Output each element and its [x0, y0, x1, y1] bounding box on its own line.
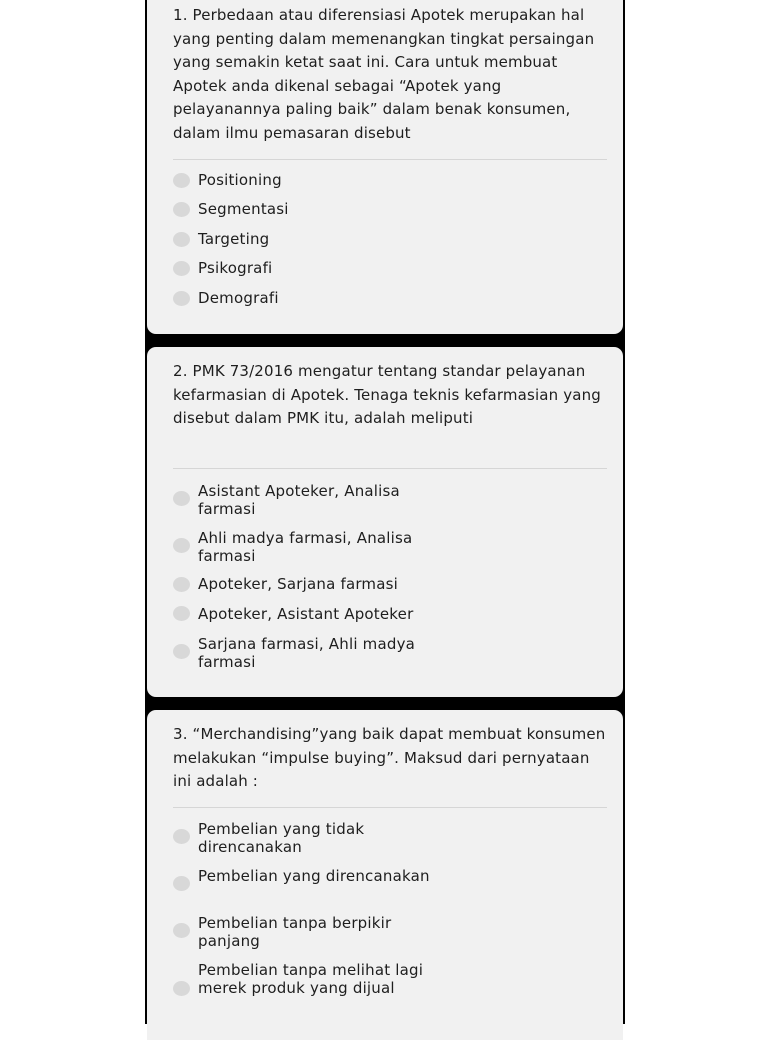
option-pembelian-tidak-direncanakan[interactable] [173, 821, 593, 857]
question-text: 3. “Merchandising”yang baik dapat membuat konsumen melakukan “impulse buying”. Maksud dari pernyataan ini adalah : [173, 725, 606, 790]
radio-button[interactable] [173, 232, 190, 247]
radio-button[interactable] [173, 538, 190, 553]
radio-button[interactable] [173, 291, 190, 306]
option-label: Pembelian tanpa melihat lagi merek produk yang dijual [198, 961, 424, 997]
question-card-3 [147, 710, 623, 1040]
option-label: Pembelian yang direncanakan [198, 867, 430, 885]
radio-button[interactable] [173, 981, 190, 996]
option-label: Pembelian tanpa berpikir panjang [198, 914, 392, 950]
radio-button[interactable] [173, 261, 190, 276]
option-targeting[interactable] [173, 230, 593, 250]
radio-button[interactable] [173, 202, 190, 217]
option-demografi[interactable] [173, 289, 593, 309]
option-positioning[interactable] [173, 171, 593, 191]
option-label: Segmentasi [198, 200, 289, 218]
option-label: Apoteker, Sarjana farmasi [198, 575, 399, 593]
divider [173, 807, 607, 808]
option-sarjana-ahli-madya-farmasi[interactable] [173, 636, 593, 672]
radio-button[interactable] [173, 577, 190, 592]
divider [173, 468, 607, 469]
option-label: Pembelian yang tidak direncanakan [198, 820, 365, 856]
option-segmentasi[interactable] [173, 200, 593, 220]
option-ahli-madya-analisa-farmasi[interactable] [173, 530, 593, 566]
option-label: Sarjana farmasi, Ahli madya farmasi [198, 635, 416, 671]
option-label: Asistant Apoteker, Analisa farmasi [198, 482, 400, 518]
radio-button[interactable] [173, 876, 190, 891]
radio-button[interactable] [173, 606, 190, 621]
radio-button[interactable] [173, 644, 190, 659]
option-label: Psikografi [198, 259, 273, 277]
option-apoteker-sarjana-farmasi[interactable] [173, 576, 593, 596]
divider [173, 159, 607, 160]
question-card-2 [147, 347, 623, 697]
radio-button[interactable] [173, 829, 190, 844]
option-label: Demografi [198, 289, 279, 307]
option-apoteker-asistant-apoteker[interactable] [173, 606, 593, 626]
radio-button[interactable] [173, 173, 190, 188]
option-pembelian-direncanakan[interactable] [173, 868, 593, 904]
option-label: Apoteker, Asistant Apoteker [198, 605, 414, 623]
option-label: Positioning [198, 171, 282, 189]
option-label: Targeting [198, 230, 270, 248]
option-psikografi[interactable] [173, 259, 593, 279]
option-pembelian-tanpa-berpikir-panjang[interactable] [173, 915, 593, 951]
question-card-1 [147, 0, 623, 334]
option-pembelian-tanpa-melihat-merek[interactable] [173, 962, 593, 1016]
question-text: 2. PMK 73/2016 mengatur tentang standar pelayanan kefarmasian di Apotek. Tenaga teknis kefarmasian yang disebut dalam PMK itu, adalah meliputi [173, 362, 601, 427]
radio-button[interactable] [173, 491, 190, 506]
option-asistant-apoteker-analisa-farmasi[interactable] [173, 483, 593, 519]
radio-button[interactable] [173, 923, 190, 938]
option-label: Ahli madya farmasi, Analisa farmasi [198, 529, 413, 565]
question-text: 1. Perbedaan atau diferensiasi Apotek merupakan hal yang penting dalam memenangkan tingkat persaingan yang semakin ketat saat ini. Cara untuk membuat Apotek anda dikenal sebagai “Apotek yang pelayanannya paling baik” dalam benak konsumen, dalam ilmu pemasaran disebut [173, 6, 595, 142]
